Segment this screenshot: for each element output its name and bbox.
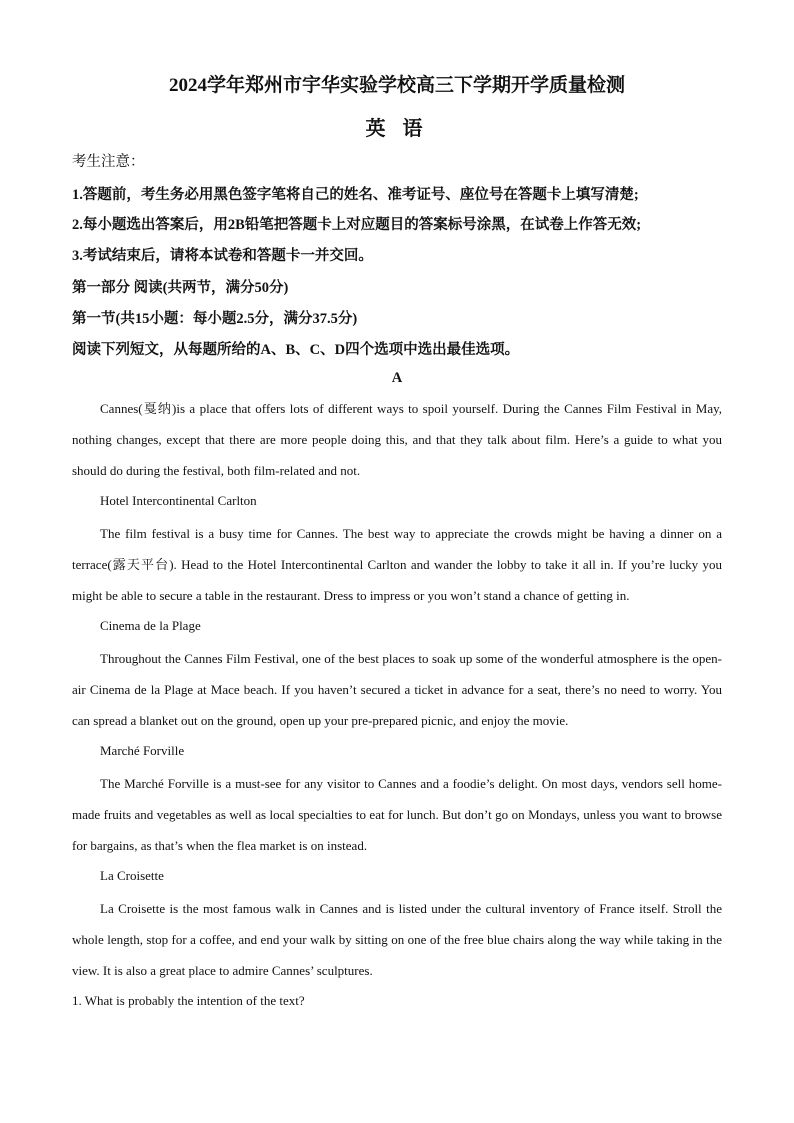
notice-label: 考生注意： <box>72 154 145 170</box>
part1-title: 第一部分 阅读(共两节，满分50分) <box>72 280 289 296</box>
section-text-market: The Marché Forville is a must-see for any visitor to Cannes and a foodie’s delight. On most days, vendors sell home-made fruits and vegetables as well as local specialties to eat for lunch. But don’t go on Mondays, unless you want to browse for bargains, as that’s when the flea market is on instead. <box>72 776 722 854</box>
section-heading-croisette: La Croisette <box>100 868 164 883</box>
subject-title: 英 语 <box>365 118 429 140</box>
passage-label: A <box>391 370 403 386</box>
section1-title: 第一节(共15小题：每小题2.5分，满分37.5分) <box>72 311 358 327</box>
section-text-hotel: The film festival is a busy time for Cannes. The best way to appreciate the crowds might be having a dinner on a terrace(露天平台). Head to the Hotel Intercontinental Carlton and wander the lobby to take it all in. If you’re lucky you might be able to secure a table in the restaurant. Dress to impress or you won’t stand a chance of getting in. <box>72 526 722 604</box>
notice-item-1: 1.答题前，考生务必用黑色签字笔将自己的姓名、准考证号、座位号在答题卡上填写清楚; <box>72 187 639 203</box>
section-text-croisette: La Croisette is the most famous walk in Cannes and is listed under the cultural inventory of France itself. Stroll the whole length, stop for a coffee, and end your walk by sitting on one of the free blue chairs along the way while taking in the view. It is also a great place to admire Cannes’ sculptures. <box>72 901 722 979</box>
exam-title: 2024学年郑州市宇华实验学校高三下学期开学质量检测 <box>168 75 625 96</box>
question-1: 1. What is probably the intention of the text? <box>72 993 305 1008</box>
notice-item-2: 2.每小题选出答案后，用2B铅笔把答题卡上对应题目的答案标号涂黑，在试卷上作答无效; <box>72 217 642 233</box>
section-heading-hotel: Hotel Intercontinental Carlton <box>100 493 257 508</box>
section-heading-cinema: Cinema de la Plage <box>100 618 201 633</box>
section-text-cinema: Throughout the Cannes Film Festival, one of the best places to soak up some of the wonderful atmosphere is the open-air Cinema de la Plage at Mace beach. If you haven’t secured a ticket in advance for a seat, there’s no need to worry. You can spread a blanket out on the ground, open up your pre-prepared picnic, and enjoy the movie. <box>72 651 722 729</box>
notice-item-3: 3.考试结束后，请将本试卷和答题卡一并交回。 <box>72 248 373 264</box>
instruction: 阅读下列短文，从每题所给的A、B、C、D四个选项中选出最佳选项。 <box>72 342 520 358</box>
passage-intro: Cannes(戛纳)is a place that offers lots of different ways to spoil yourself. During the Cannes Film Festival in May, nothing changes, except that there are more people doing this, and that they talk about film. Here’s a guide to what you should do during the festival, both film-related and not. <box>72 401 722 479</box>
section-heading-market: Marché Forville <box>100 743 185 758</box>
